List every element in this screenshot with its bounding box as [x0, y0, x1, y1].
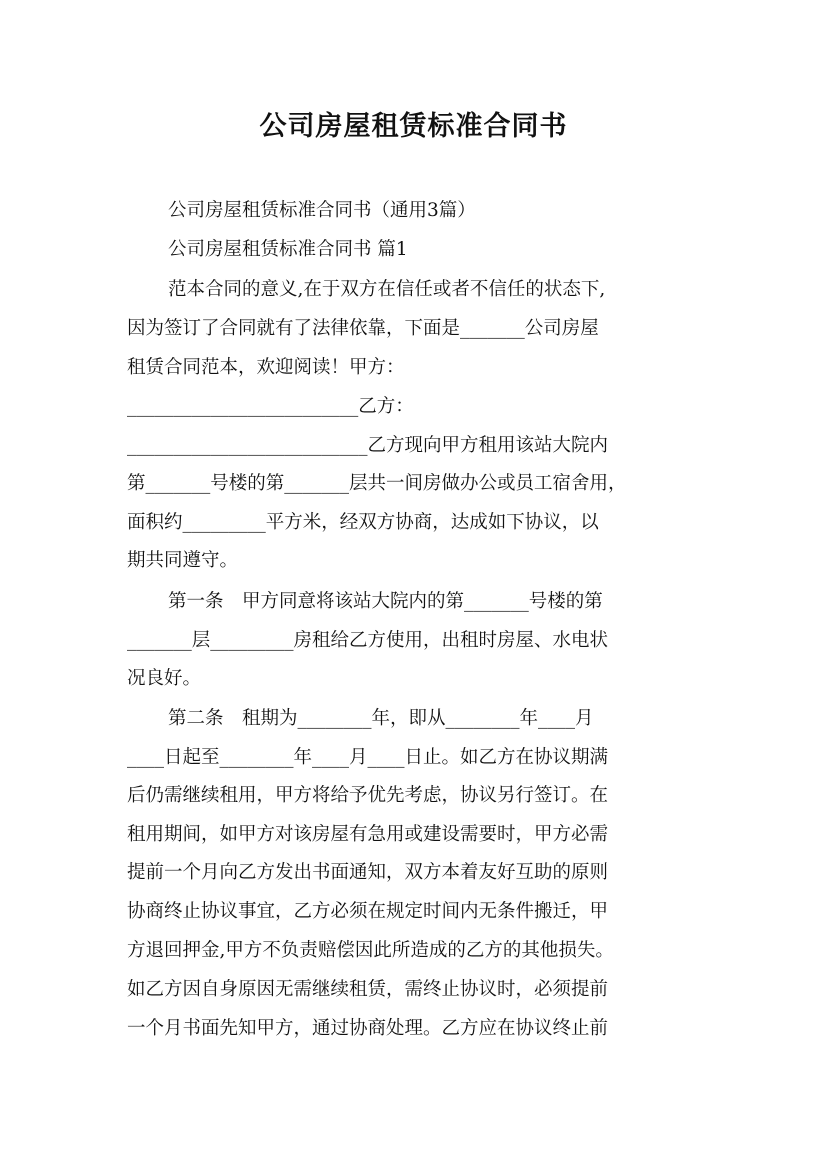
paragraph-line: ____日起至________年____月____日止。如乙方在协议期满 [127, 747, 609, 768]
paragraph-line: __________________________乙方现向甲方租用该站大院内 [127, 435, 609, 456]
paragraph-line: 后仍需继续租用，甲方将给予优先考虑，协议另行签订。在 [127, 785, 609, 806]
paragraph-line: 如乙方因自身原因无需继续租赁，需终止协议时，必须提前 [127, 979, 609, 1000]
paragraph-line: 第二条 租期为________年，即从________年____月 [168, 708, 594, 729]
paragraph-line: 况良好。 [127, 668, 202, 689]
paragraph-line: 第一条 甲方同意将该站大院内的第_______号楼的第 [168, 591, 603, 612]
paragraph-line: 期共同遵守。 [127, 550, 239, 571]
paragraph-line: 一个月书面先知甲方，通过协商处理。乙方应在协议终止前 [127, 1018, 609, 1039]
paragraph-line: _________________________乙方： [127, 396, 414, 417]
paragraph-line: 范本合同的意义,在于双方在信任或者不信任的状态下, [168, 279, 606, 300]
document-subtitle: 公司房屋租赁标准合同书（通用3篇） [168, 200, 476, 221]
paragraph-line: 提前一个月向乙方发出书面通知，双方本着友好互助的原则 [127, 862, 609, 883]
section-heading: 公司房屋租赁标准合同书 篇1 [168, 239, 408, 260]
paragraph-line: 面积约_________平方米，经双方协商，达成如下协议，以 [127, 512, 599, 533]
paragraph-line: 租用期间，如甲方对该房屋有急用或建设需要时，甲方必需 [127, 824, 609, 845]
document-title: 公司房屋租赁标准合同书 [259, 111, 568, 142]
paragraph-line: 因为签订了合同就有了法律依靠，下面是_______公司房屋 [127, 318, 599, 339]
paragraph-line: 协商终止协议事宜，乙方必须在规定时间内无条件搬迁，甲 [127, 901, 609, 922]
paragraph-line: 方退回押金,甲方不负责赔偿因此所造成的乙方的其他损失。 [127, 940, 614, 961]
paragraph-line: _______层_________房租给乙方使用，出租时房屋、水电状 [127, 630, 609, 651]
paragraph-line: 第_______号楼的第_______层共一间房做办公或员工宿舍用， [127, 473, 627, 494]
paragraph-line: 租赁合同范本，欢迎阅读！甲方： [127, 357, 405, 378]
